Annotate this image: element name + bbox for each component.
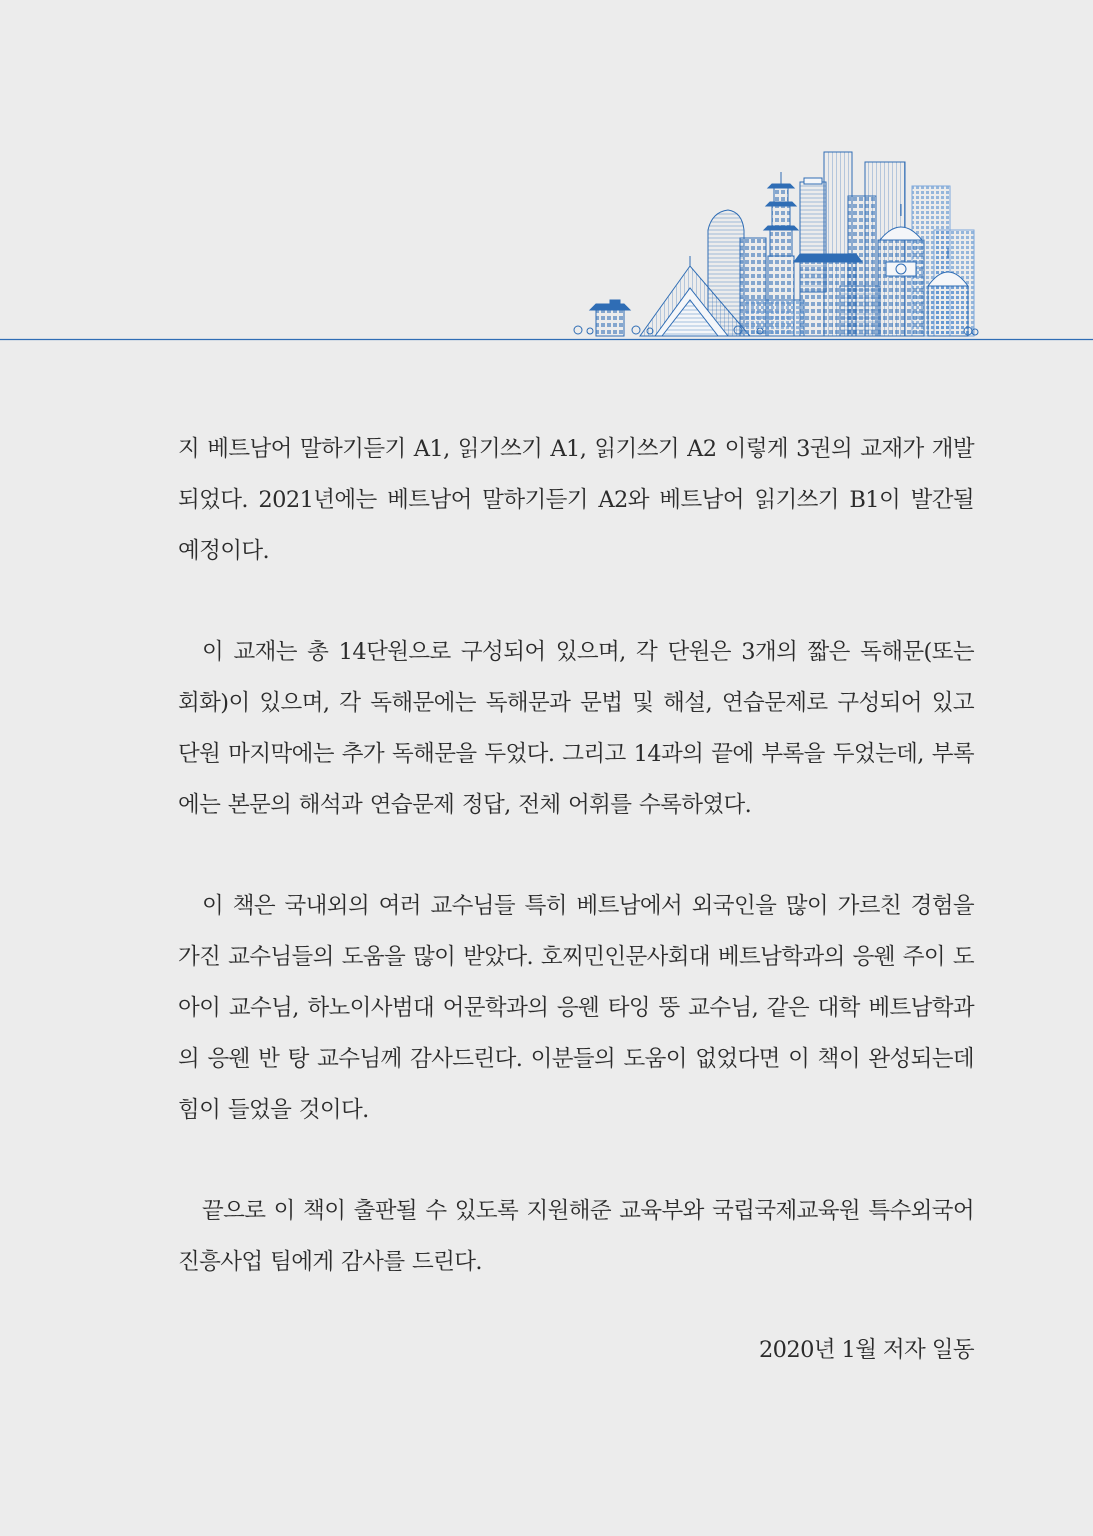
- paragraph-1: 지 베트남어 말하기듣기 A1, 읽기쓰기 A1, 읽기쓰기 A2 이렇게 3권의 교재가 개발되었다. 2021년에는 베트남어 말하기듣기 A2와 베트남어 읽기쓰기 B1이 발간될 예정이다.: [178, 436, 974, 564]
- body-text: [178, 424, 974, 1288]
- signature: 2020년 1월 저자 일동: [758, 1337, 974, 1363]
- page-header: [0, 0, 1093, 345]
- paragraph-4: 끝으로 이 책이 출판될 수 있도록 지원해준 교육부와 국립국제교육원 특수외국어진흥사업 팀에게 감사를 드린다.: [178, 1198, 974, 1275]
- city-skyline-illustration: [0, 0, 1093, 345]
- paragraph-3: 이 책은 국내외의 여러 교수님들 특히 베트남에서 외국인을 많이 가르친 경험을 가진 교수님들의 도움을 많이 받았다. 호찌민인문사회대 베트남학과의 응웬 주이 도아이 교수님, 하노이사범대 어문학과의 응웬 타잉 뚱 교수님, 같은 대학 베트남학과의 응웬 반 탕 교수님께 감사드린다. 이분들의 도움이 없었다면 이 책이 완성되는데 힘이 들었을 것이다.: [178, 893, 974, 1123]
- paragraph-2: 이 교재는 총 14단원으로 구성되어 있으며, 각 단원은 3개의 짧은 독해문(또는 회화)이 있으며, 각 독해문에는 독해문과 문법 및 해설, 연습문제로 구성되어 있고 단원 마지막에는 추가 독해문을 두었다. 그리고 14과의 끝에 부록을 두었는데, 부록에는 본문의 해석과 연습문제 정답, 전체 어휘를 수록하였다.: [178, 639, 974, 818]
